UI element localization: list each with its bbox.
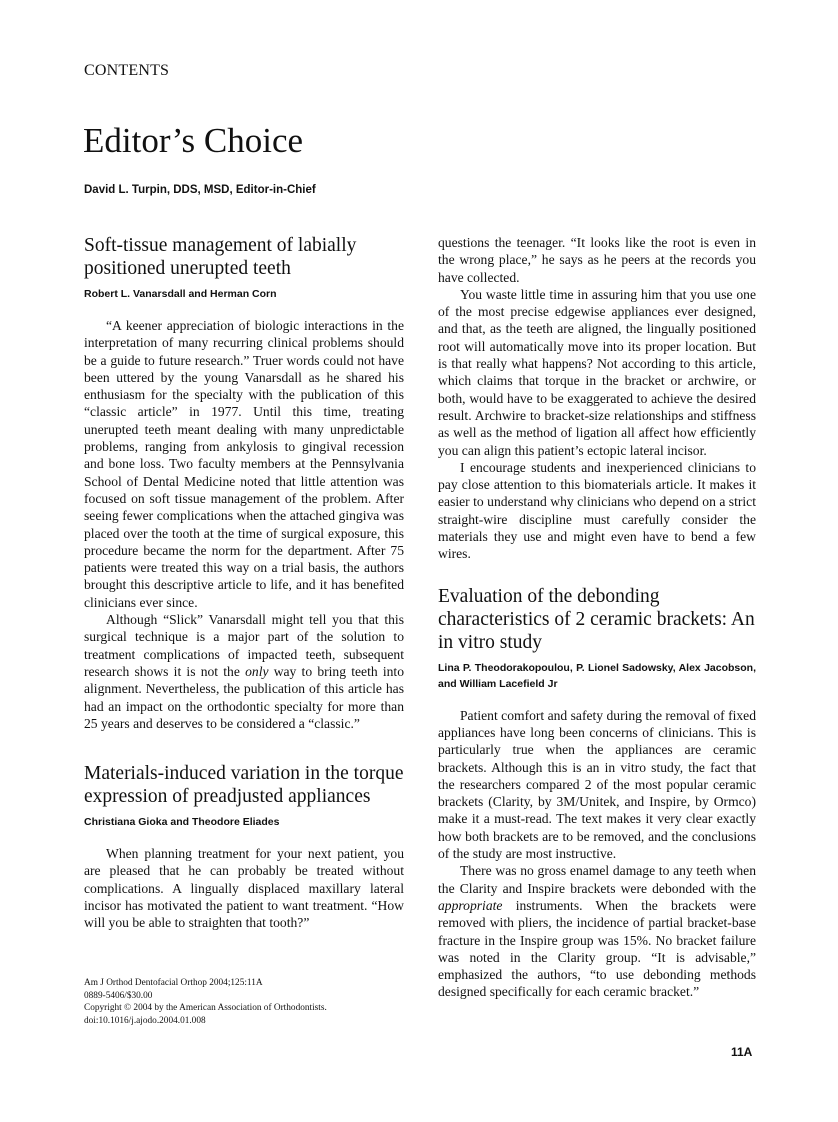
right-column (438, 234, 756, 1001)
emphasis: appropriate (438, 897, 503, 913)
page-number: 11A (731, 1045, 753, 1059)
doi: doi:10.1016/j.ajodo.2004.01.008 (84, 1015, 206, 1026)
article-soft-tissue (84, 234, 404, 732)
article-body (84, 845, 404, 931)
paragraph: Patient comfort and safety during the removal of fixed appliances have long been concerns of clinicians. This is particularly true when the appliances are ceramic brackets. Although this is an in vitro study, the fact that the researchers compared 2 of the most popular ceramic brackets (Clarity, by 3M/Unitek, and Inspire, by Ormco) make it a must-read. The text makes it very clear exactly how both brackets are to be removed, and the conclusions of the study are most instructive. (438, 707, 756, 862)
citation-footnote (84, 977, 327, 1027)
article-debonding-ceramic (438, 585, 756, 1001)
section-label: CONTENTS (84, 62, 170, 79)
journal-citation: Am J Orthod Dentofacial Orthop 2004;125:11A (84, 978, 263, 988)
paragraph: questions the teenager. “It looks like the root is even in the wrong place,” he says as he peers at the records you have collected. (438, 235, 756, 285)
left-column (84, 234, 404, 932)
page-title: Editor’s Choice (83, 121, 304, 160)
article-authors: Lina P. Theodorakopoulou, P. Lionel Sadowsky, Alex Jacobson, and William Lacefield Jr (438, 661, 756, 690)
paragraph: When planning treatment for your next patient, you are pleased that he can probably be treated without complications. A lingually displaced maxillary lateral incisor has motivated the patient to want treatment. “How will you be able to straighten that tooth?” (84, 846, 404, 931)
text-run: Although “Slick” Vanarsdall might tell you that this surgical technique is a major part of the solution to treatment complications of impacted teeth, subsequent research shows it is not the (84, 612, 404, 679)
article-materials-torque (84, 762, 404, 931)
text-run: instruments. When the brackets were removed with pliers, the incidence of partial bracket-base fracture in the Inspire group was 15%. No bracket failure was noted in the Clarity group. “It is advisable,” emphasized the authors, “to use debonding methods designed specifically for each ceramic bracket.” (438, 897, 756, 1000)
emphasis: only (245, 663, 269, 679)
paragraph: You waste little time in assuring him that you use one of the most precise edgewise appliances ever designed, and that, as the teeth are aligned, the lingually positioned root will automatically move into its proper location. But is that really what happens? Not according to this article, which claims that torque in the bracket or archwire, or both, would have to be exaggerated to achieve the desired result. Archwire to bracket-size relationships and stiffness as well as the method of ligation all affect how efficiently you can align this patient’s ectopic lateral incisor. (438, 286, 756, 458)
text-run: There was no gross enamel damage to any teeth when the Clarity and Inspire brackets were debonded with the (438, 863, 756, 896)
article-authors: Christiana Gioka and Theodore Eliades (84, 816, 280, 829)
copyright-notice: Copyright © 2004 by the American Association of Orthodontists. (84, 1003, 327, 1013)
paragraph (84, 611, 404, 732)
article-body-continued (438, 234, 756, 563)
paragraph: “A keener appreciation of biologic interactions in the interpretation of many recurring clinical problems should be a guide to future research.” Truer words could not have been uttered by the young Vanarsdall as he shared his enthusiasm for the specialty with the publication of this “classic article” in 1977. Until this time, treating unerupted teeth meant dealing with many unpredictable problems, ranging from ankylosis to gingival recession and bone loss. Two faculty members at the Pennsylvania School of Dental Medicine noted that little attention was focused on soft tissue management of the problem. After seeing fewer complications when the attached gingiva was placed over the tooth at the time of surgical exposure, this procedure became the norm for the department. After 75 patients were treated this way on a trial basis, the authors brought this descriptive article to life, and it has benefited clinicians ever since. (84, 318, 404, 610)
article-body (84, 317, 404, 732)
article-authors: Robert L. Vanarsdall and Herman Corn (84, 288, 277, 300)
article-title: Evaluation of the debonding characteristics of 2 ceramic brackets: An in vitro study (438, 585, 755, 653)
paragraph: I encourage students and inexperienced clinicians to pay close attention to this biomaterials article. It makes it easier to understand why clinicians who depend on a strict straight-wire discipline must carefully consider the materials they use and might even have to bend a few wires. (438, 459, 756, 562)
article-body (438, 707, 756, 1001)
text-run: way to bring teeth into alignment. Nevertheless, the publication of this article has had an impact on the orthodontic specialty for more than 25 years and deserves to be considered a “classic.” (84, 663, 404, 731)
editor-byline: David L. Turpin, DDS, MSD, Editor-in-Chief (84, 184, 316, 196)
issn-price: 0889-5406/$30.00 (84, 990, 153, 1001)
paragraph (438, 862, 756, 1000)
article-title: Soft-tissue management of labially positioned unerupted teeth (84, 235, 357, 279)
article-title: Materials-induced variation in the torque expression of preadjusted appliances (84, 763, 404, 808)
